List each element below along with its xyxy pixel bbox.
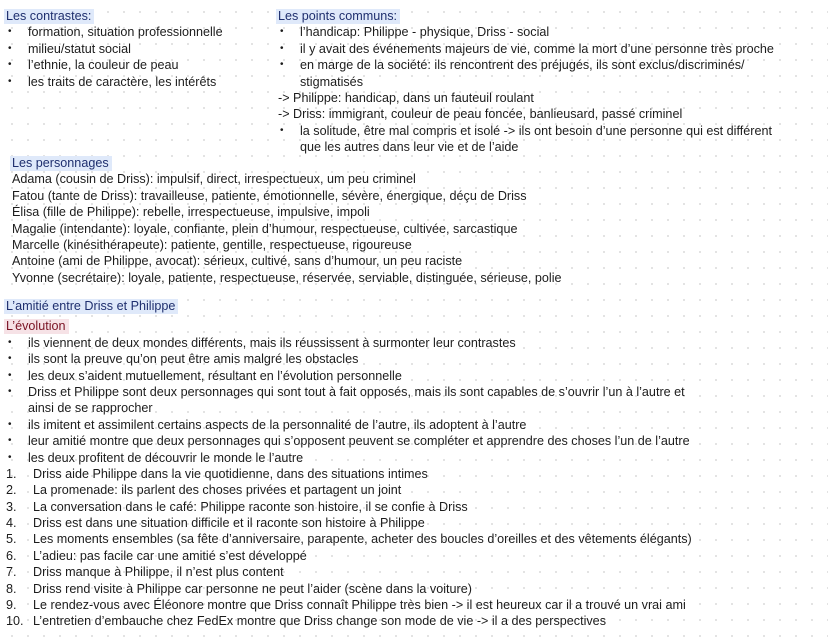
communs-heading xyxy=(278,8,774,24)
item-text: L’adieu: pas facile car une amitié s’est développé xyxy=(33,548,307,563)
communs-item: • l’handicap: Philippe - physique, Driss - social xyxy=(278,24,774,40)
item-text: Driss rend visite à Philippe car personne ne peut l’aider (scène dans la voiture) xyxy=(33,581,472,596)
personnage-line: Adama (cousin de Driss): impulsif, direct, irrespectueux, um peu criminel xyxy=(12,172,416,187)
item-text: Driss aide Philippe dans la vie quotidienne, dans des situations intimes xyxy=(33,466,428,481)
numbered-item xyxy=(6,597,692,613)
numbered-item xyxy=(6,613,692,629)
personnage-line: Yvonne (secrétaire): loyale, patiente, respectueuse, réservée, serviable, distinguée, sérieuse, polie xyxy=(12,270,562,285)
numbered-item xyxy=(6,531,692,547)
amitie-heading xyxy=(6,298,692,314)
contrastes-item: • milieu/statut social xyxy=(6,41,223,57)
section-contrastes xyxy=(6,8,223,90)
amitie-item: • les deux profitent de découvrir le monde le l’autre xyxy=(6,450,692,466)
communs-item: • il y avait des événements majeurs de vie, comme la mort d’une personne très proche xyxy=(278,41,774,57)
amitie-item: • ils viennent de deux mondes différents, mais ils réussissent à surmonter leur contrastes xyxy=(6,335,692,351)
contrastes-item: • l’ethnie, la couleur de peau xyxy=(6,57,223,73)
amitie-title: L’amitié entre Driss et Philippe xyxy=(4,299,178,314)
amitie-item: • ils imitent et assimilent certains aspects de la personnalité de l’autre, ils adoptent à l’autre xyxy=(6,417,692,433)
item-text: La promenade: ils parlent des choses privées et partagent un joint xyxy=(33,483,402,498)
personnages-heading xyxy=(12,155,562,171)
communs-arrow-line: -> Philippe: handicap, dans un fauteuil roulant xyxy=(278,90,534,105)
item-number: 5. xyxy=(6,532,17,547)
contrastes-item: • formation, situation professionnelle xyxy=(6,24,223,40)
item-number: 3. xyxy=(6,499,17,514)
personnage-line: Élisa (fille de Philippe): rebelle, irrespectueuse, impulsive, impoli xyxy=(12,205,370,220)
amitie-item: • ils sont la preuve qu’on peut être amis malgré les obstacles xyxy=(6,351,692,367)
amitie-item-continuation: ainsi de se rapprocher xyxy=(28,401,153,416)
item-number: 2. xyxy=(6,483,17,498)
item-number: 9. xyxy=(6,598,17,613)
item-text: Driss manque à Philippe, il n’est plus content xyxy=(33,565,284,580)
section-personnages xyxy=(12,155,562,286)
communs-item-continuation: stigmatisés xyxy=(300,74,363,89)
item-number: 8. xyxy=(6,581,17,596)
numbered-item xyxy=(6,581,692,597)
numbered-item xyxy=(6,499,692,515)
section-points-communs xyxy=(278,8,774,156)
item-number: 6. xyxy=(6,548,17,563)
item-number: 1. xyxy=(6,466,17,481)
communs-arrow-line: -> Driss: immigrant, couleur de peau foncée, banlieusard, passé criminel xyxy=(278,107,683,122)
personnage-line: Antoine (ami de Philippe, avocat): sérieux, cultivé, sans d’humour, un peu raciste xyxy=(12,254,463,269)
contrastes-heading xyxy=(6,8,223,24)
contrastes-title: Les contrastes: xyxy=(4,9,94,24)
numbered-item xyxy=(6,515,692,531)
amitie-item: • Driss et Philippe sont deux personnages qui sont tout à fait opposés, mais ils sont capables de s’ouvrir l’un à l’autre et xyxy=(6,384,692,400)
communs-item: • en marge de la société: ils rencontrent des préjugés, ils sont exclus/discriminés/ xyxy=(278,57,774,73)
amitie-item: • leur amitié montre que deux personnages qui s’opposent peuvent se compléter et apprendre des choses l’un de l’autre xyxy=(6,433,692,449)
personnages-title: Les personnages xyxy=(10,156,112,171)
item-text: La conversation dans le café: Philippe raconte son histoire, il se confie à Driss xyxy=(33,499,468,514)
personnage-line: Magalie (intendante): loyale, confiante, plein d’humour, respectueuse, cultivée, sarcastique xyxy=(12,221,518,236)
numbered-item xyxy=(6,466,692,482)
amitie-item: • les deux s’aident mutuellement, résultant en l’évolution personnelle xyxy=(6,368,692,384)
item-number: 4. xyxy=(6,516,17,531)
section-amitie xyxy=(6,298,692,630)
item-number: 7. xyxy=(6,565,17,580)
item-text: Le rendez-vous avec Éléonore montre que Driss connaît Philippe très bien -> il est heureux car il a trouvé un vrai ami xyxy=(33,598,686,613)
evolution-title: L’évolution xyxy=(4,319,69,334)
contrastes-item: • les traits de caractère, les intérêts xyxy=(6,74,223,90)
evolution-heading xyxy=(6,318,692,334)
item-text: Les moments ensembles (sa fête d’anniversaire, parapente, acheter des boucles d’oreilles et des vêtements élégants) xyxy=(33,532,692,547)
item-number: 10. xyxy=(6,614,24,629)
numbered-item xyxy=(6,548,692,564)
item-text: Driss est dans une situation difficile et il raconte son histoire à Philippe xyxy=(33,516,425,531)
communs-item-continuation: que les autres dans leur vie et de l’aide xyxy=(300,140,519,155)
numbered-item xyxy=(6,482,692,498)
personnage-line: Marcelle (kinésithérapeute): patiente, gentille, respectueuse, rigoureuse xyxy=(12,237,412,252)
communs-item: • la solitude, être mal compris et isolé -> ils ont besoin d’une personne qui est différent xyxy=(278,123,774,139)
item-text: L’entretien d’embauche chez FedEx montre que Driss change son mode de vie -> il a des perspectives xyxy=(33,614,606,629)
communs-title: Les points communs: xyxy=(276,9,400,24)
personnage-line: Fatou (tante de Driss): travailleuse, patiente, émotionnelle, sévère, énergique, déçu de Driss xyxy=(12,188,527,203)
numbered-item xyxy=(6,564,692,580)
